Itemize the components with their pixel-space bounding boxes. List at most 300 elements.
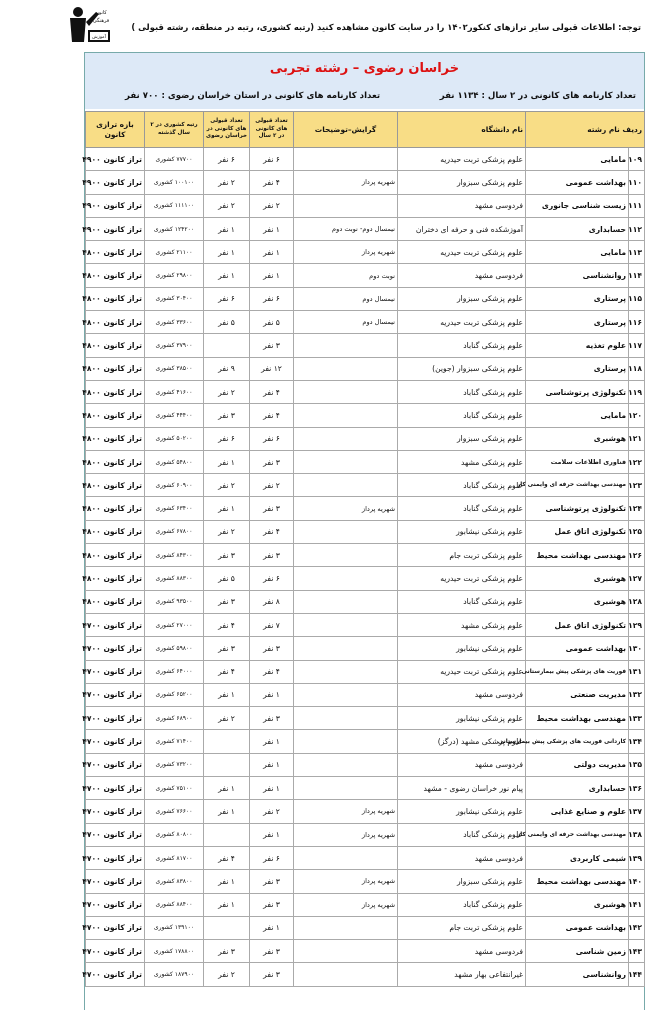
- province-count-cell: ۲ نفر: [204, 474, 250, 497]
- university-name: علوم پزشکی گناباد: [398, 380, 526, 403]
- two-year-count-cell: ۱ نفر: [250, 753, 294, 776]
- admissions-table: [82, 111, 645, 987]
- range-cell: تراز کانون ۴۷۰۰: [86, 613, 145, 636]
- rank-cell: ۶۰۹۰۰ کشوری: [145, 474, 204, 497]
- major-name: پرستاری: [526, 287, 629, 310]
- row-number: ۱۳۹: [629, 846, 645, 869]
- university-name: علوم پزشکی سبزوار: [398, 287, 526, 310]
- two-year-count-cell: ۳ نفر: [250, 450, 294, 473]
- table-row: [86, 520, 645, 543]
- notes-cell: نیمسال دوم: [294, 311, 398, 334]
- province-count-cell: ۱ نفر: [204, 800, 250, 823]
- notes-cell: [294, 567, 398, 590]
- table-row: [86, 357, 645, 380]
- province-count-cell: [204, 334, 250, 357]
- major-name: مهندسی بهداشت حرفه ای وایمنی کار: [526, 823, 629, 846]
- rank-cell: ۶۷۸۰۰ کشوری: [145, 520, 204, 543]
- major-name: روانشناسی: [526, 963, 629, 986]
- province-count-cell: ۶ نفر: [204, 427, 250, 450]
- range-cell: تراز کانون ۴۸۰۰: [86, 311, 145, 334]
- university-name: علوم پزشکی مشهد: [398, 450, 526, 473]
- two-year-count-cell: ۶ نفر: [250, 846, 294, 869]
- row-number: ۱۱۸: [629, 357, 645, 380]
- range-cell: تراز کانون ۴۸۰۰: [86, 404, 145, 427]
- major-name: هوشبری: [526, 590, 629, 613]
- notes-cell: [294, 753, 398, 776]
- province-count-cell: ۱ نفر: [204, 777, 250, 800]
- range-cell: تراز کانون ۴۸۰۰: [86, 357, 145, 380]
- major-name: هوشبری: [526, 427, 629, 450]
- range-cell: تراز کانون ۴۷۰۰: [86, 637, 145, 660]
- table-row: [86, 241, 645, 264]
- major-name: مدیریت صنعتی: [526, 683, 629, 706]
- province-count-cell: ۲ نفر: [204, 520, 250, 543]
- university-name: علوم پزشکی گناباد: [398, 590, 526, 613]
- range-cell: تراز کانون ۴۸۰۰: [86, 241, 145, 264]
- two-year-count-cell: ۳ نفر: [250, 497, 294, 520]
- range-cell: تراز کانون ۴۸۰۰: [86, 497, 145, 520]
- province-count-cell: ۶ نفر: [204, 148, 250, 171]
- university-name: علوم پزشکی تربت حیدریه: [398, 567, 526, 590]
- rank-cell: ۸۸۴۰۰ کشوری: [145, 893, 204, 916]
- university-name: علوم پزشکی سبزوار: [398, 171, 526, 194]
- province-count-cell: ۱ نفر: [204, 893, 250, 916]
- row-number: ۱۱۴: [629, 264, 645, 287]
- province-count-cell: ۴ نفر: [204, 613, 250, 636]
- row-number: ۱۳۰: [629, 637, 645, 660]
- major-name: حسابداری: [526, 217, 629, 240]
- two-year-count-cell: ۶ نفر: [250, 567, 294, 590]
- range-cell: تراز کانون ۴۸۰۰: [86, 264, 145, 287]
- table-row: [86, 380, 645, 403]
- range-cell: تراز کانون ۴۷۰۰: [86, 893, 145, 916]
- two-year-count-cell: ۶ نفر: [250, 287, 294, 310]
- row-number: ۱۱۶: [629, 311, 645, 334]
- rank-cell: ۷۱۴۰۰ کشوری: [145, 730, 204, 753]
- two-year-count-cell: ۶ نفر: [250, 427, 294, 450]
- two-year-count-cell: ۱ نفر: [250, 241, 294, 264]
- table-row: [86, 777, 645, 800]
- table-row: [86, 707, 645, 730]
- row-number: ۱۲۴: [629, 497, 645, 520]
- range-cell: تراز کانون ۴۸۰۰: [86, 520, 145, 543]
- row-number: ۱۱۵: [629, 287, 645, 310]
- major-name: فناوری اطلاعات سلامت: [526, 450, 629, 473]
- rank-cell: ۳۷۹۰۰ کشوری: [145, 334, 204, 357]
- row-number: ۱۴۱: [629, 893, 645, 916]
- university-name: فردوسی مشهد: [398, 753, 526, 776]
- major-name: پرستاری: [526, 357, 629, 380]
- rank-cell: ۸۸۳۰۰ کشوری: [145, 567, 204, 590]
- notes-cell: [294, 916, 398, 939]
- table-row: [86, 567, 645, 590]
- two-year-count-cell: ۶ نفر: [250, 148, 294, 171]
- university-name: فردوسی مشهد: [398, 846, 526, 869]
- university-name: علوم پزشکی تربت جام: [398, 544, 526, 567]
- table-row: [86, 264, 645, 287]
- university-name: علوم پزشکی تربت حیدریه: [398, 660, 526, 683]
- col-header-two-year: تعداد قبولی های کانونی در ۲ سال: [250, 112, 294, 148]
- notes-cell: نوبت دوم: [294, 264, 398, 287]
- kanoon-logo-icon: [66, 4, 112, 44]
- notes-cell: [294, 613, 398, 636]
- range-cell: تراز کانون ۴۷۰۰: [86, 846, 145, 869]
- table-row: [86, 730, 645, 753]
- major-name: مامایی: [526, 241, 629, 264]
- two-year-count-cell: ۱۲ نفر: [250, 357, 294, 380]
- university-name: علوم پزشکی سبزوار: [398, 870, 526, 893]
- row-number: ۱۱۹: [629, 380, 645, 403]
- major-name: مامایی: [526, 404, 629, 427]
- rank-cell: ۱۷۸۸۰۰ کشوری: [145, 940, 204, 963]
- major-name: حسابداری: [526, 777, 629, 800]
- table-row: [86, 171, 645, 194]
- range-cell: تراز کانون ۴۸۰۰: [86, 334, 145, 357]
- row-number: ۱۲۹: [629, 613, 645, 636]
- province-count-cell: ۳ نفر: [204, 590, 250, 613]
- range-cell: تراز کانون ۴۷۰۰: [86, 683, 145, 706]
- notes-cell: نیمسال دوم: [294, 287, 398, 310]
- row-number: ۱۲۳: [629, 474, 645, 497]
- rank-cell: ۱۰۰۱۰۰ کشوری: [145, 171, 204, 194]
- two-year-count-cell: ۱ نفر: [250, 823, 294, 846]
- rank-cell: ۳۳۶۰۰ کشوری: [145, 311, 204, 334]
- university-name: علوم پزشکی سبزوار: [398, 427, 526, 450]
- rank-cell: ۵۰۲۰۰ کشوری: [145, 427, 204, 450]
- university-name: غیرانتفاعی بهار مشهد: [398, 963, 526, 986]
- notes-cell: [294, 730, 398, 753]
- province-count-cell: ۳ نفر: [204, 637, 250, 660]
- major-name: تکنولوژی پرتوشناسی: [526, 497, 629, 520]
- university-name: علوم پزشکی نیشابور: [398, 520, 526, 543]
- table-row: [86, 217, 645, 240]
- range-cell: تراز کانون ۴۷۰۰: [86, 916, 145, 939]
- notes-cell: شهریه پرداز: [294, 171, 398, 194]
- university-name: علوم پزشکی گناباد: [398, 474, 526, 497]
- row-number: ۱۱۳: [629, 241, 645, 264]
- row-number: ۱۱۲: [629, 217, 645, 240]
- table-row: [86, 194, 645, 217]
- range-cell: تراز کانون ۴۸۰۰: [86, 450, 145, 473]
- university-name: علوم پزشکی تربت جام: [398, 916, 526, 939]
- province-count-cell: ۱ نفر: [204, 217, 250, 240]
- two-year-count-cell: ۳ نفر: [250, 870, 294, 893]
- rank-cell: ۴۴۴۰۰ کشوری: [145, 404, 204, 427]
- range-cell: تراز کانون ۴۹۰۰: [86, 217, 145, 240]
- province-count-cell: ۱ نفر: [204, 683, 250, 706]
- two-year-count-cell: ۷ نفر: [250, 613, 294, 636]
- province-count-cell: ۱ نفر: [204, 870, 250, 893]
- university-name: فردوسی مشهد: [398, 683, 526, 706]
- university-name: علوم پزشکی نیشابور: [398, 707, 526, 730]
- two-year-count-cell: ۸ نفر: [250, 590, 294, 613]
- two-year-count-cell: ۴ نفر: [250, 660, 294, 683]
- table-row: [86, 823, 645, 846]
- range-cell: تراز کانون ۴۸۰۰: [86, 427, 145, 450]
- notes-cell: [294, 427, 398, 450]
- table-row: [86, 404, 645, 427]
- notes-cell: [294, 660, 398, 683]
- table-row: [86, 893, 645, 916]
- two-year-count-cell: ۱ نفر: [250, 683, 294, 706]
- col-header-notes: گرایش–توضیحات: [294, 112, 398, 148]
- notes-cell: شهریه پرداز: [294, 823, 398, 846]
- row-number: ۱۱۱: [629, 194, 645, 217]
- table-row: [86, 590, 645, 613]
- major-name: کاردانی فوریت های پزشکی پیش بیمارستانی: [526, 730, 629, 753]
- table-row: [86, 916, 645, 939]
- major-name: تکنولوژی اتاق عمل: [526, 520, 629, 543]
- province-count-cell: ۲ نفر: [204, 963, 250, 986]
- table-row: [86, 637, 645, 660]
- university-name: علوم پزشکی نیشابور: [398, 637, 526, 660]
- rank-cell: ۶۳۴۰۰ کشوری: [145, 497, 204, 520]
- university-name: آموزشکده فنی و حرفه ای دختران: [398, 217, 526, 240]
- row-number: ۱۳۸: [629, 823, 645, 846]
- university-name: علوم پزشکی مشهد (درگز): [398, 730, 526, 753]
- table-row: [86, 660, 645, 683]
- range-cell: تراز کانون ۴۹۰۰: [86, 194, 145, 217]
- university-name: علوم پزشکی گناباد: [398, 823, 526, 846]
- row-number: ۱۱۷: [629, 334, 645, 357]
- province-count-cell: ۳ نفر: [204, 544, 250, 567]
- two-year-count-cell: ۳ نفر: [250, 893, 294, 916]
- university-name: علوم پزشکی مشهد: [398, 613, 526, 636]
- university-name: علوم پزشکی گناباد: [398, 404, 526, 427]
- row-number: ۱۲۱: [629, 427, 645, 450]
- rank-cell: ۶۸۹۰۰ کشوری: [145, 707, 204, 730]
- row-number: ۱۳۲: [629, 683, 645, 706]
- province-count-cell: ۴ نفر: [204, 846, 250, 869]
- row-number: ۱۴۲: [629, 916, 645, 939]
- notes-cell: [294, 590, 398, 613]
- rank-cell: ۶۵۲۰۰ کشوری: [145, 683, 204, 706]
- range-cell: تراز کانون ۴۷۰۰: [86, 730, 145, 753]
- two-year-count-cell: ۳ نفر: [250, 940, 294, 963]
- two-year-count-cell: ۱ نفر: [250, 916, 294, 939]
- notes-cell: [294, 707, 398, 730]
- rank-cell: ۸۰۸۰۰ کشوری: [145, 823, 204, 846]
- two-year-count-cell: ۲ نفر: [250, 194, 294, 217]
- university-name: علوم پزشکی تربت حیدریه: [398, 148, 526, 171]
- top-bar: [0, 0, 647, 50]
- table-row: [86, 311, 645, 334]
- rank-cell: ۲۱۱۰۰ کشوری: [145, 241, 204, 264]
- range-cell: تراز کانون ۴۷۰۰: [86, 707, 145, 730]
- table-row: [86, 613, 645, 636]
- university-name: علوم پزشکی تربت حیدریه: [398, 241, 526, 264]
- rank-cell: ۲۹۸۰۰ کشوری: [145, 264, 204, 287]
- two-year-count-cell: ۲ نفر: [250, 800, 294, 823]
- notes-cell: [294, 380, 398, 403]
- rank-cell: ۸۴۳۰۰ کشوری: [145, 544, 204, 567]
- province-count-cell: [204, 823, 250, 846]
- row-number: ۱۳۶: [629, 777, 645, 800]
- notes-cell: [294, 450, 398, 473]
- range-cell: تراز کانون ۴۷۰۰: [86, 777, 145, 800]
- university-name: علوم پزشکی گناباد: [398, 334, 526, 357]
- rank-cell: ۱۲۴۲۰۰ کشوری: [145, 217, 204, 240]
- row-number: ۱۲۷: [629, 567, 645, 590]
- range-cell: تراز کانون ۴۸۰۰: [86, 287, 145, 310]
- svg-text:فرهنگی: فرهنگی: [92, 18, 110, 24]
- notes-cell: نیمسال دوم- نوبت دوم: [294, 217, 398, 240]
- rank-cell: ۸۱۷۰۰ کشوری: [145, 846, 204, 869]
- major-name: مهندسی بهداشت حرفه ای وایمنی کار: [526, 474, 629, 497]
- range-cell: تراز کانون ۴۸۰۰: [86, 567, 145, 590]
- row-number: ۱۳۵: [629, 753, 645, 776]
- table-row: [86, 870, 645, 893]
- table-row: [86, 334, 645, 357]
- two-year-count-cell: ۱ نفر: [250, 730, 294, 753]
- province-count-cell: [204, 730, 250, 753]
- notes-cell: [294, 520, 398, 543]
- row-number: ۱۳۳: [629, 707, 645, 730]
- rank-cell: ۵۹۸۰۰ کشوری: [145, 637, 204, 660]
- two-year-count-cell: ۴ نفر: [250, 171, 294, 194]
- province-count-cell: ۲ نفر: [204, 707, 250, 730]
- major-name: بهداشت عمومی: [526, 171, 629, 194]
- province-count-cell: ۵ نفر: [204, 567, 250, 590]
- row-number: ۱۲۶: [629, 544, 645, 567]
- university-name: علوم پزشکی گناباد: [398, 497, 526, 520]
- rank-cell: ۹۳۵۰۰ کشوری: [145, 590, 204, 613]
- notes-cell: [294, 404, 398, 427]
- major-name: مدیریت دولتی: [526, 753, 629, 776]
- province-count-cell: ۹ نفر: [204, 357, 250, 380]
- notes-cell: شهریه پرداز: [294, 893, 398, 916]
- province-count-cell: ۲ نفر: [204, 171, 250, 194]
- range-cell: تراز کانون ۴۸۰۰: [86, 474, 145, 497]
- major-name: تکنولوژی پرتوشناسی: [526, 380, 629, 403]
- province-count-cell: ۵ نفر: [204, 311, 250, 334]
- rank-cell: ۶۴۰۰۰ کشوری: [145, 660, 204, 683]
- table-row: [86, 450, 645, 473]
- two-year-count-cell: ۱ نفر: [250, 264, 294, 287]
- range-cell: تراز کانون ۴۷۰۰: [86, 823, 145, 846]
- col-header-university: نام دانشگاه: [398, 112, 526, 148]
- table-row: [86, 427, 645, 450]
- row-number: ۱۱۰: [629, 171, 645, 194]
- range-cell: تراز کانون ۴۹۰۰: [86, 148, 145, 171]
- range-cell: تراز کانون ۴۸۰۰: [86, 544, 145, 567]
- col-header-province: تعداد قبولی های کانونی در خراسان رضوی: [204, 112, 250, 148]
- notes-cell: [294, 777, 398, 800]
- svg-text:آموزش: آموزش: [92, 35, 106, 40]
- rank-cell: ۷۳۲۰۰ کشوری: [145, 753, 204, 776]
- two-year-count-cell: ۳ نفر: [250, 544, 294, 567]
- row-number: ۱۰۹: [629, 148, 645, 171]
- university-name: فردوسی مشهد: [398, 264, 526, 287]
- major-name: علوم تغذیه: [526, 334, 629, 357]
- notes-cell: شهریه پرداز: [294, 497, 398, 520]
- notes-cell: [294, 148, 398, 171]
- province-count: تعداد کارنامه های کانونی در استان خراسان رضوی : ۷۰۰ نفر: [125, 91, 381, 101]
- range-cell: تراز کانون ۴۷۰۰: [86, 660, 145, 683]
- major-name: مامایی: [526, 148, 629, 171]
- two-year-count-cell: ۲ نفر: [250, 474, 294, 497]
- two-year-count-cell: ۳ نفر: [250, 707, 294, 730]
- row-number: ۱۲۲: [629, 450, 645, 473]
- table-row: [86, 846, 645, 869]
- province-count-cell: ۲ نفر: [204, 194, 250, 217]
- major-name: زیست شناسی جانوری: [526, 194, 629, 217]
- province-count-cell: ۱ نفر: [204, 241, 250, 264]
- notes-cell: [294, 194, 398, 217]
- notes-cell: [294, 963, 398, 986]
- notice-text: توجه: اطلاعات قبولی سایر ترازهای کنکور۱۴۰۲ را در سایت کانون مشاهده کنید (رتبه کشوری، رتبه در منطقه، رشته قبولی ): [131, 22, 641, 32]
- province-count-cell: [204, 916, 250, 939]
- province-count-cell: ۱ نفر: [204, 497, 250, 520]
- two-year-count-cell: ۱ نفر: [250, 777, 294, 800]
- rank-cell: ۱۸۷۹۰۰ کشوری: [145, 963, 204, 986]
- range-cell: تراز کانون ۴۷۰۰: [86, 940, 145, 963]
- table-row: [86, 148, 645, 171]
- province-count-cell: ۴ نفر: [204, 660, 250, 683]
- two-year-count-cell: ۵ نفر: [250, 311, 294, 334]
- table-row: [86, 474, 645, 497]
- page-title: خراسان رضوی – رشته تجربی: [269, 61, 460, 76]
- university-name: علوم پزشکی سبزوار (جوین): [398, 357, 526, 380]
- major-name: هوشبری: [526, 567, 629, 590]
- table-row: [86, 753, 645, 776]
- notes-cell: شهریه پرداز: [294, 241, 398, 264]
- rank-cell: ۵۴۸۰۰ کشوری: [145, 450, 204, 473]
- table-header-row: [86, 112, 645, 148]
- university-name: علوم پزشکی تربت حیدریه: [398, 311, 526, 334]
- major-name: پرستاری: [526, 311, 629, 334]
- row-number: ۱۲۰: [629, 404, 645, 427]
- col-header-num-major: ردیف نام رشته: [526, 112, 645, 148]
- two-year-count-cell: ۳ نفر: [250, 637, 294, 660]
- row-number: ۱۴۴: [629, 963, 645, 986]
- range-cell: تراز کانون ۴۷۰۰: [86, 870, 145, 893]
- col-header-rank: رتبه کشوری در ۲ سال گذشته: [145, 112, 204, 148]
- major-name: بهداشت عمومی: [526, 916, 629, 939]
- table-row: [86, 497, 645, 520]
- row-number: ۱۴۳: [629, 940, 645, 963]
- notes-cell: [294, 683, 398, 706]
- two-year-count-cell: ۳ نفر: [250, 334, 294, 357]
- table-row: [86, 940, 645, 963]
- two-year-count-cell: ۴ نفر: [250, 520, 294, 543]
- university-name: علوم پزشکی نیشابور: [398, 800, 526, 823]
- rank-cell: ۸۳۸۰۰ کشوری: [145, 870, 204, 893]
- rank-cell: ۱۱۱۱۰۰ کشوری: [145, 194, 204, 217]
- row-number: ۱۴۰: [629, 870, 645, 893]
- row-number: ۱۳۴: [629, 730, 645, 753]
- range-cell: تراز کانون ۴۷۰۰: [86, 753, 145, 776]
- table-row: [86, 683, 645, 706]
- province-count-cell: ۶ نفر: [204, 287, 250, 310]
- province-count-cell: ۱ نفر: [204, 264, 250, 287]
- notes-cell: شهریه پرداز: [294, 800, 398, 823]
- major-name: علوم و صنایع غذایی: [526, 800, 629, 823]
- rank-cell: ۷۶۶۰۰ کشوری: [145, 800, 204, 823]
- university-name: فردوسی مشهد: [398, 940, 526, 963]
- province-count-cell: ۲ نفر: [204, 380, 250, 403]
- table-row: [86, 800, 645, 823]
- rank-cell: ۷۷۷۰۰ کشوری: [145, 148, 204, 171]
- two-year-count-cell: ۳ نفر: [250, 963, 294, 986]
- university-name: فردوسی مشهد: [398, 194, 526, 217]
- range-cell: تراز کانون ۴۸۰۰: [86, 590, 145, 613]
- two-year-count-cell: ۴ نفر: [250, 380, 294, 403]
- row-number: ۱۲۵: [629, 520, 645, 543]
- notes-cell: [294, 940, 398, 963]
- range-cell: تراز کانون ۴۸۰۰: [86, 380, 145, 403]
- major-name: شیمی کاربردی: [526, 846, 629, 869]
